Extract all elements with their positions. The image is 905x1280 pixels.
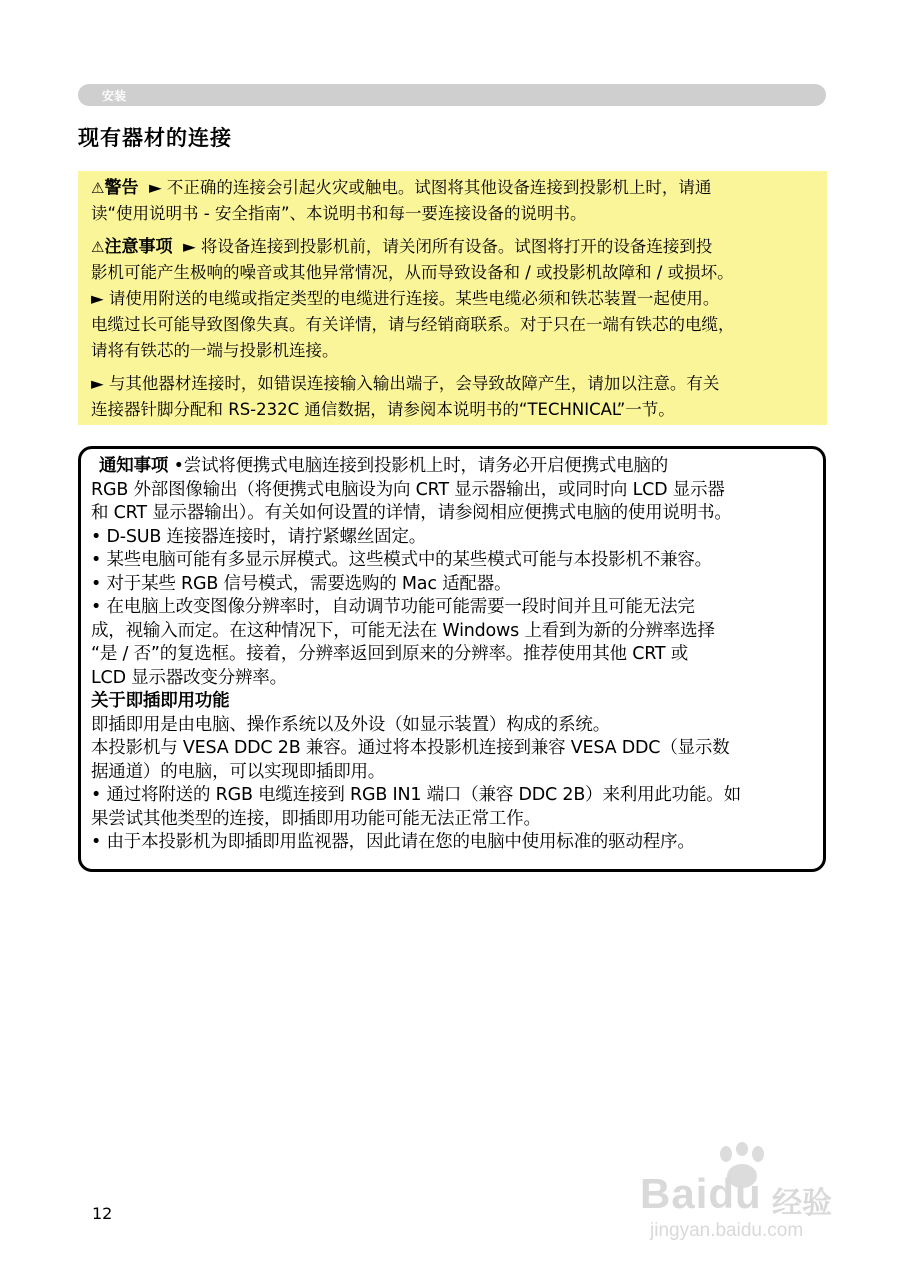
caution-tag: ⚠注意事项 xyxy=(91,237,173,257)
notice-line-10: LCD 显示器改变分辨率。 xyxy=(91,667,287,688)
plug-play-line-1: 即插即用是由电脑、操作系统以及外设（如显示装置）构成的系统。 xyxy=(91,714,610,735)
notice-line-1: 通知事项 •尝试将便携式电脑连接到投影机上时，请务必开启便携式电脑的 xyxy=(91,455,813,479)
warning-triangle-icon: ⚠ xyxy=(91,238,105,256)
notice-line-9: “是 / 否”的复选框。接着，分辨率返回到原来的分辨率。推荐使用其他 CRT 或 xyxy=(91,644,689,664)
warning-line-1: ⚠警告 ► 不正确的连接会引起火灾或触电。试图将其他设备连接到投影机上时，请通 xyxy=(91,178,712,198)
notice-line-3: 和 CRT 显示器输出）。有关如何设置的详情，请参阅相应便携式电脑的使用说明书。 xyxy=(91,503,732,523)
plug-play-line-2: 本投影机与 VESA DDC 2B 兼容。通过将本投影机连接到兼容 VESA DDC（显示数 xyxy=(91,738,730,758)
caution-line-3: ► 请使用附送的电缆或指定类型的电缆进行连接。某些电缆必须和铁芯装置一起使用。 xyxy=(91,289,720,308)
caution-line-2: 影机可能产生极响的噪音或其他异常情况，从而导致设备和 / 或投影机故障和 / 或损坏。 xyxy=(91,263,734,282)
plug-play-line-4: • 通过将附送的 RGB 电缆连接到 RGB IN1 端口（兼容 DDC 2B）来利用此功能。如 xyxy=(91,785,741,805)
page-number: 12 xyxy=(92,1204,113,1223)
warning-tag: ⚠警告 xyxy=(91,178,139,198)
page-title: 现有器材的连接 xyxy=(78,126,232,150)
warning-line-2: 读“使用说明书 - 安全指南”、本说明书和每一要连接设备的说明书。 xyxy=(91,204,587,223)
notice-line-8: 成，视输入而定。在这种情况下，可能无法在 Windows 上看到为新的分辨率选择 xyxy=(91,620,715,641)
notice-line-2: RGB 外部图像输出（将便携式电脑设为向 CRT 显示器输出，或同时向 LCD 显示器 xyxy=(91,479,725,500)
plug-play-heading: 关于即插即用功能 xyxy=(91,691,230,711)
caution-line-5: 请将有铁芯的一端与投影机连接。 xyxy=(91,341,339,360)
watermark-brand: Baidu xyxy=(640,1170,762,1217)
plug-play-line-5: 果尝试其他类型的连接，即插即用功能可能无法正常工作。 xyxy=(91,808,541,829)
notice-box xyxy=(78,446,826,872)
notice-line-5: • 某些电脑可能有多显示屏模式。这些模式中的某些模式可能与本投影机不兼容。 xyxy=(91,550,712,570)
watermark-url: jingyan.baidu.com xyxy=(650,1220,804,1241)
caution-line-4: 电缆过长可能导致图像失真。有关详情，请与经销商联系。对于只在一端有铁芯的电缆， xyxy=(91,315,735,334)
warning-box xyxy=(78,171,827,425)
warning-triangle-icon: ⚠ xyxy=(91,179,105,197)
watermark-sub: 经验 xyxy=(772,1186,832,1221)
section-label: 安装 xyxy=(102,89,127,103)
notice-line-4: • D-SUB 连接器连接时，请拧紧螺丝固定。 xyxy=(91,526,427,547)
caution-line-6: ► 与其他器材连接时，如错误连接输入输出端子，会导致故障产生，请加以注意。有关 xyxy=(91,374,720,393)
caution-line-1: ⚠注意事项 ► 将设备连接到投影机前，请关闭所有设备。试图将打开的设备连接到投 xyxy=(91,237,713,257)
notice-line-7: • 在电脑上改变图像分辨率时，自动调节功能可能需要一段时间并且可能无法完 xyxy=(91,597,695,617)
plug-play-line-3: 据通道）的电脑，可以实现即插即用。 xyxy=(91,761,386,782)
baidu-watermark xyxy=(640,1142,870,1252)
plug-play-line-6: • 由于本投影机为即插即用监视器，因此请在您的电脑中使用标准的驱动程序。 xyxy=(91,832,695,852)
section-header-bar xyxy=(78,84,826,106)
caution-line-7: 连接器针脚分配和 RS-232C 通信数据，请参阅本说明书的“TECHNICAL”一节。 xyxy=(91,400,675,419)
notice-line-6: • 对于某些 RGB 信号模式，需要选购的 Mac 适配器。 xyxy=(91,573,512,594)
notice-tag: 通知事项 xyxy=(99,456,169,476)
